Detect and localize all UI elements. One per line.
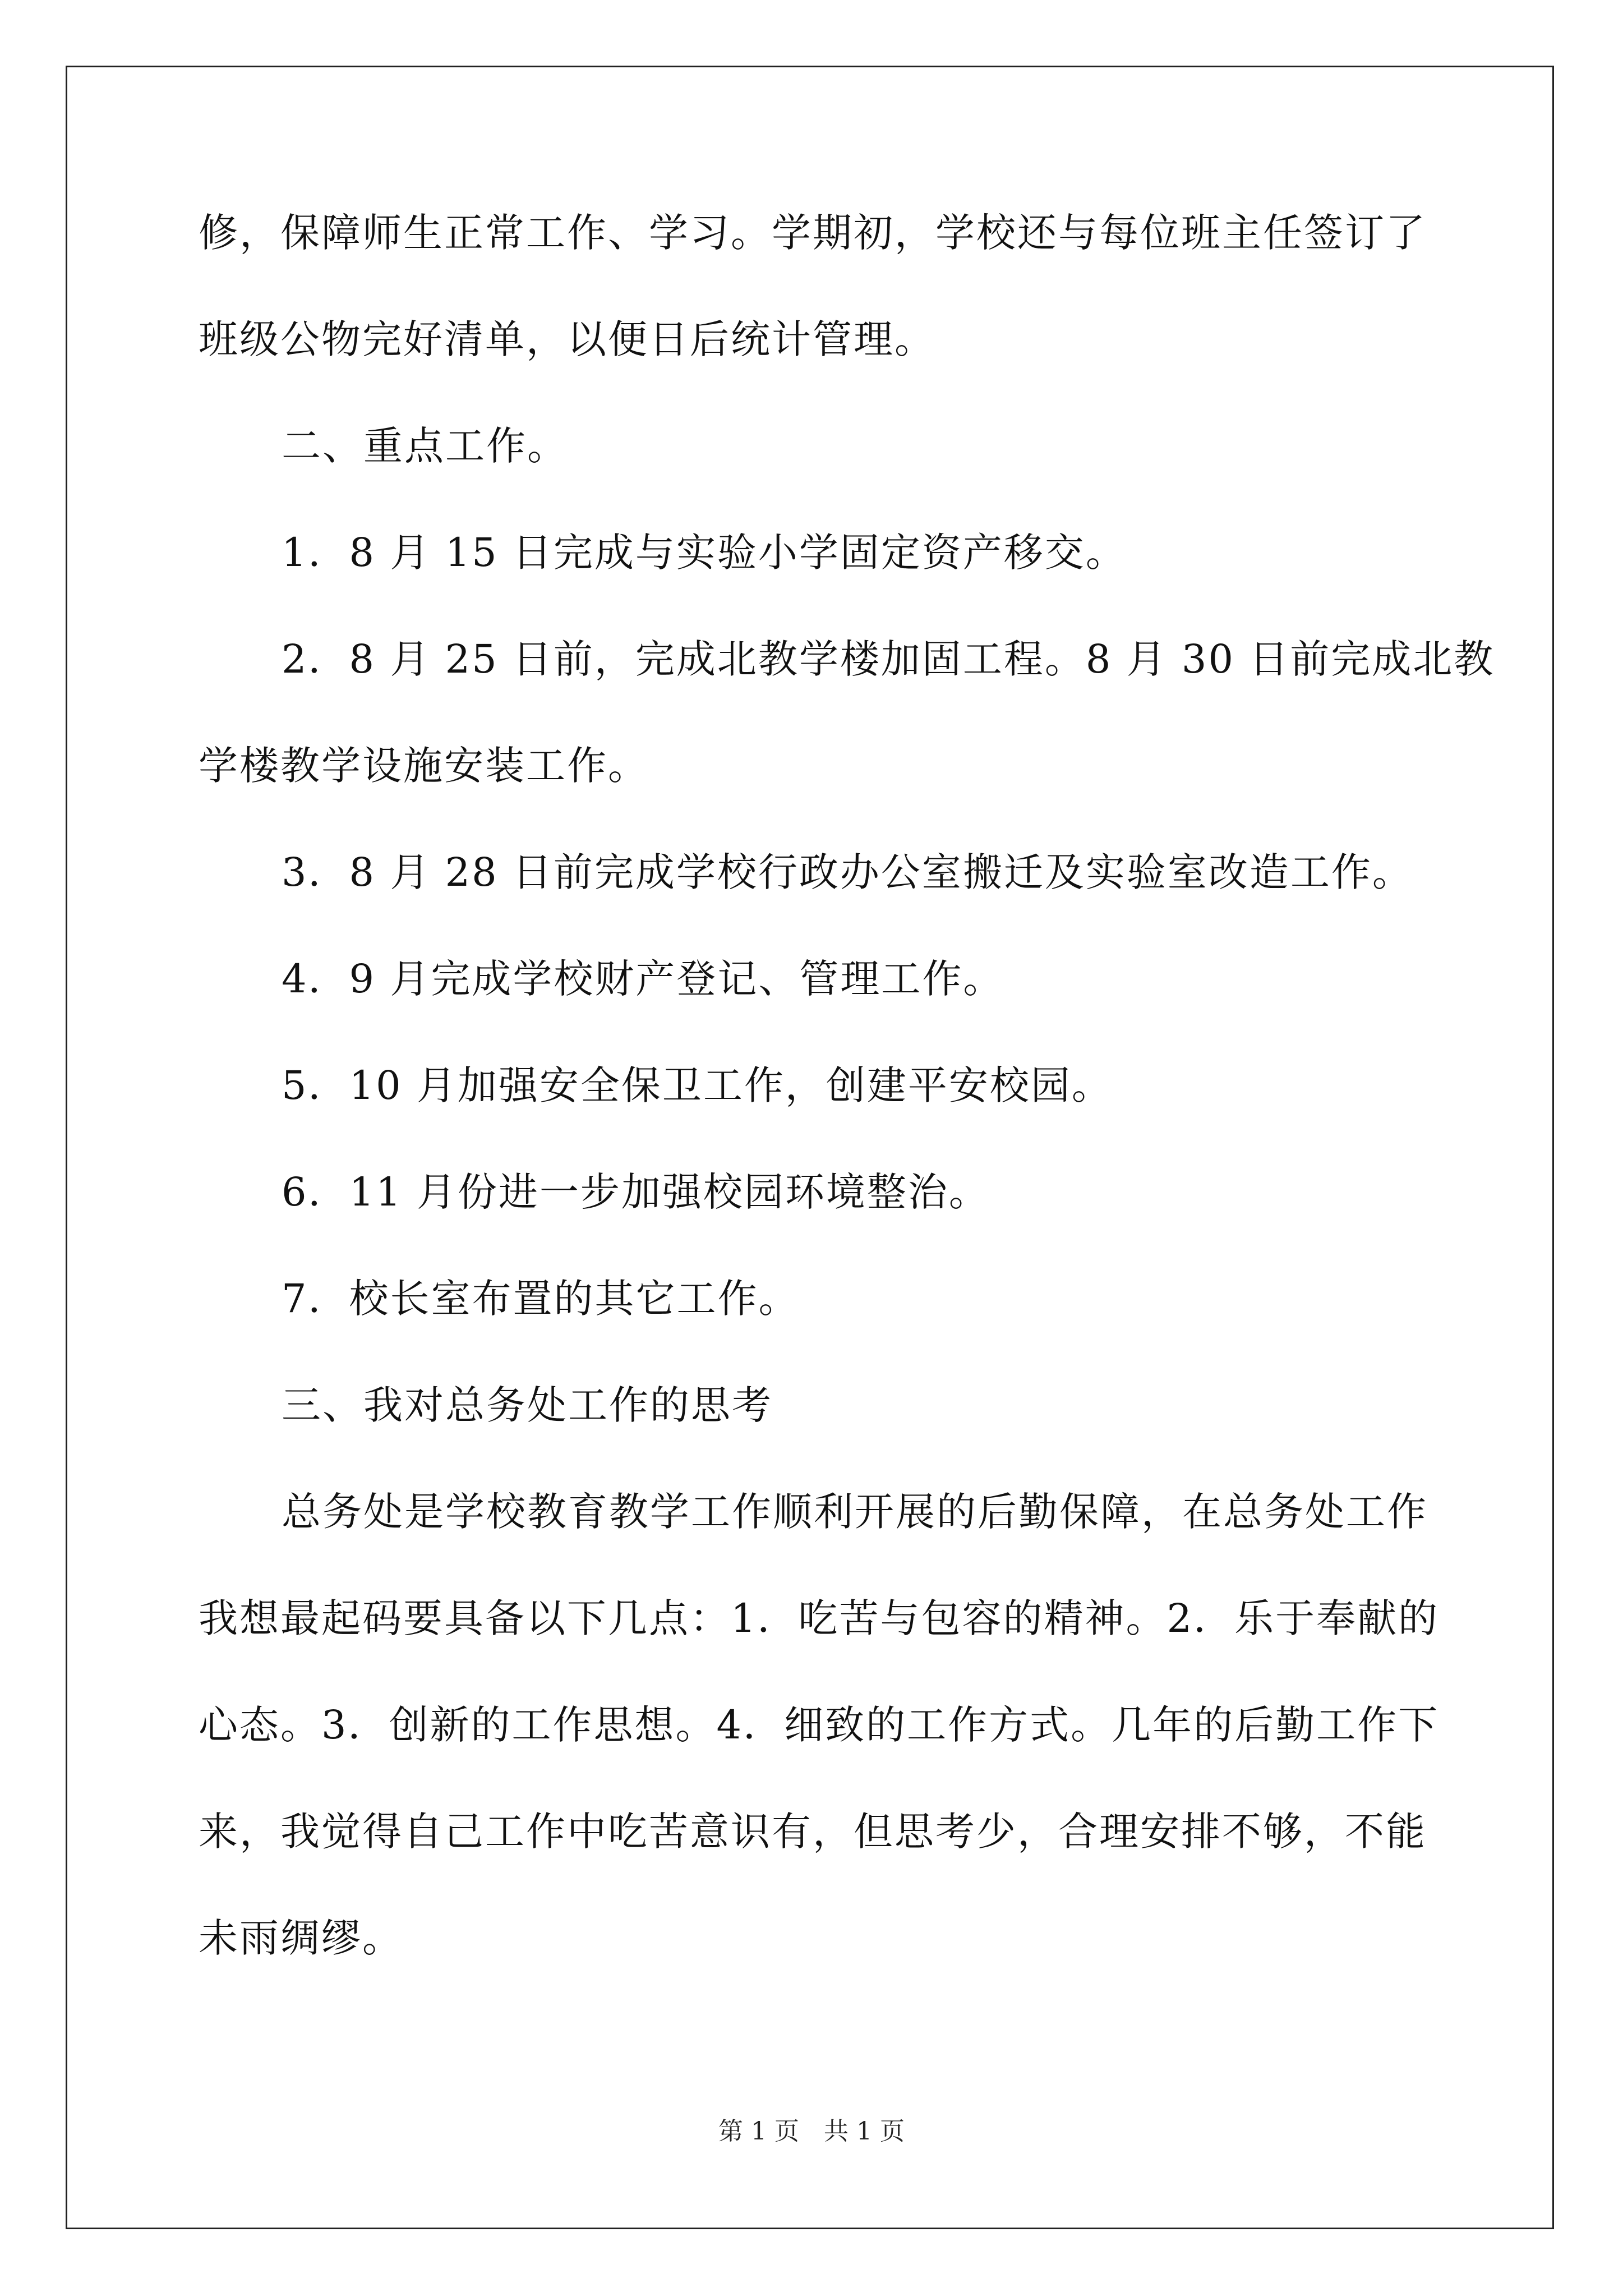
page-border: [66, 66, 1554, 2229]
body-line: 我想最起码要具备以下几点：1．吃苦与包容的精神。2．乐于奉献的: [199, 1595, 1440, 1641]
list-item: 5．10 月加强安全保卫工作，创建平安校园。: [282, 1062, 1113, 1108]
section-heading: 二、重点工作。: [282, 423, 568, 469]
body-line: 未雨绸缪。: [199, 1915, 403, 1961]
list-item: 3．8 月 28 日前完成学校行政办公室搬迁及实验室改造工作。: [282, 849, 1413, 895]
list-item: 7．校长室布置的其它工作。: [282, 1276, 800, 1322]
list-item: 2．8 月 25 日前，完成北教学楼加固工程。8 月 30 日前完成北教: [282, 636, 1495, 682]
body-line: 班级公物完好清单，以便日后统计管理。: [199, 316, 935, 362]
body-line: 总务处是学校教育教学工作顺利开展的后勤保障，在总务处工作: [282, 1489, 1428, 1535]
list-item: 1．8 月 15 日完成与实验小学固定资产移交。: [282, 530, 1127, 576]
page-footer: 第 1 页 共 1 页: [718, 2117, 905, 2146]
body-line: 修，保障师生正常工作、学习。学期初，学校还与每位班主任签订了: [199, 210, 1427, 256]
body-line: 心态。3．创新的工作思想。4．细致的工作方式。几年的后勤工作下: [199, 1702, 1440, 1748]
list-item: 4．9 月完成学校财产登记、管理工作。: [282, 956, 1004, 1002]
list-item-continuation: 学楼教学设施安装工作。: [199, 743, 649, 789]
body-line: 来，我觉得自己工作中吃苦意识有，但思考少，合理安排不够，不能: [199, 1809, 1427, 1855]
list-item: 6．11 月份进一步加强校园环境整治。: [282, 1169, 990, 1215]
section-heading: 三、我对总务处工作的思考: [282, 1382, 773, 1428]
